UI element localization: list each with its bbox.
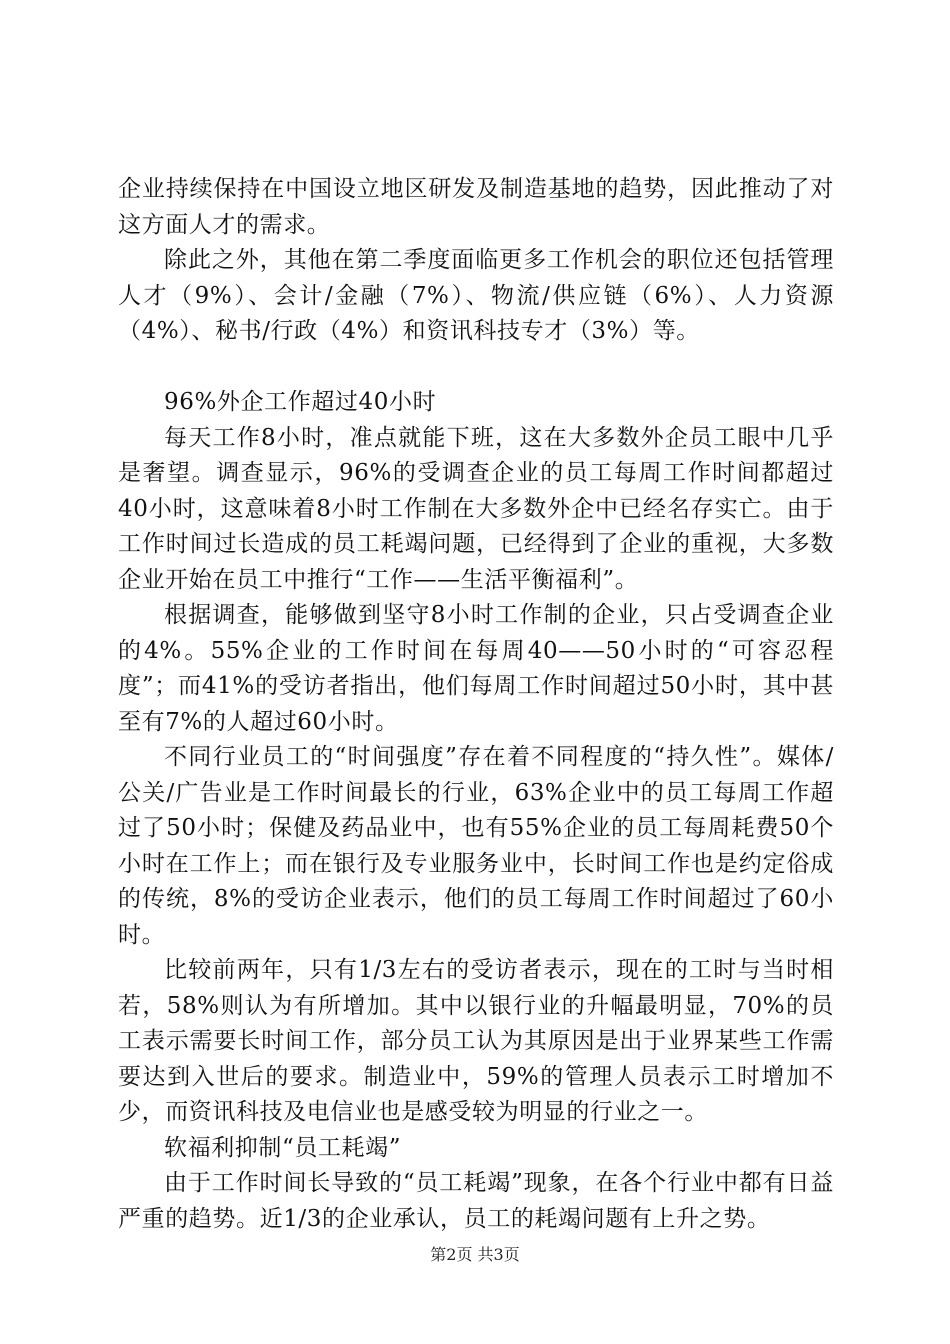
paragraph-industry-intensity: 不同行业员工的“时间强度”存在着不同程度的“持久性”。媒体/公关/广告业是工作时间最长的行业，63%企业中的员工每周工作超过了50小时；保健及药品业中，也有55%企业的员工每周耗费50个小时在工作上；而在银行及专业服务业中，长时间工作也是约定俗成的传统，8%的受访企业表示，他们的员工每周工作时间超过了60小时。 bbox=[118, 744, 834, 948]
section-heading-soft-benefits: 软福利抑制“员工耗竭” bbox=[164, 1134, 402, 1161]
paragraph-8-hours: 每天工作8小时，准点就能下班，这在大多数外企员工眼中几乎是奢望。调查显示，96%的受调查企业的员工每周工作时间都超过40小时，这意味着8小时工作制在大多数外企中已经名存实亡。由于工作时间过长造成的员工耗竭问题，已经得到了企业的重视，大多数企业开始在员工中推行“工作——生活平衡福利”。 bbox=[118, 424, 834, 593]
paragraph-comparison: 比较前两年，只有1/3左右的受访者表示，现在的工时与当时相若，58%则认为有所增加。其中以银行业的升幅最明显，70%的员工表示需要长时间工作，部分员工认为其原因是出于业界某些工作需要达到入世后的要求。制造业中，59%的管理人员表示工时增加不少，而资讯科技及电信业也是感受较为明显的行业之一。 bbox=[118, 957, 834, 1125]
paragraph-survey-results: 根据调查，能够做到坚守8小时工作制的企业，只占受调查企业的4%。55%企业的工作时间在每周40——50小时的“可容忍程度”；而41%的受访者指出，他们每周工作时间超过50小时，其中甚至有7%的人超过60小时。 bbox=[118, 602, 834, 735]
section-heading-96-percent: 96%外企工作超过40小时 bbox=[164, 389, 437, 415]
blank-line bbox=[118, 350, 834, 386]
paragraph-other-positions: 除此之外，其他在第二季度面临更多工作机会的职位还包括管理人才（9%）、会计/金融（7%）、物流/供应链（6%）、人力资源（4%）、秘书/行政（4%）和资讯科技专才（3%）等。 bbox=[118, 247, 834, 344]
page-footer: 第2页 共3页 bbox=[430, 1245, 520, 1264]
body-text bbox=[118, 172, 834, 1237]
paragraph-continuation: 企业持续保持在中国设立地区研发及制造基地的趋势，因此推动了对这方面人才的需求。 bbox=[118, 176, 834, 238]
paragraph-burnout: 由于工作时间长导致的“员工耗竭”现象，在各个行业中都有日益严重的趋势。近1/3的企业承认，员工的耗竭问题有上升之势。 bbox=[118, 1170, 834, 1232]
